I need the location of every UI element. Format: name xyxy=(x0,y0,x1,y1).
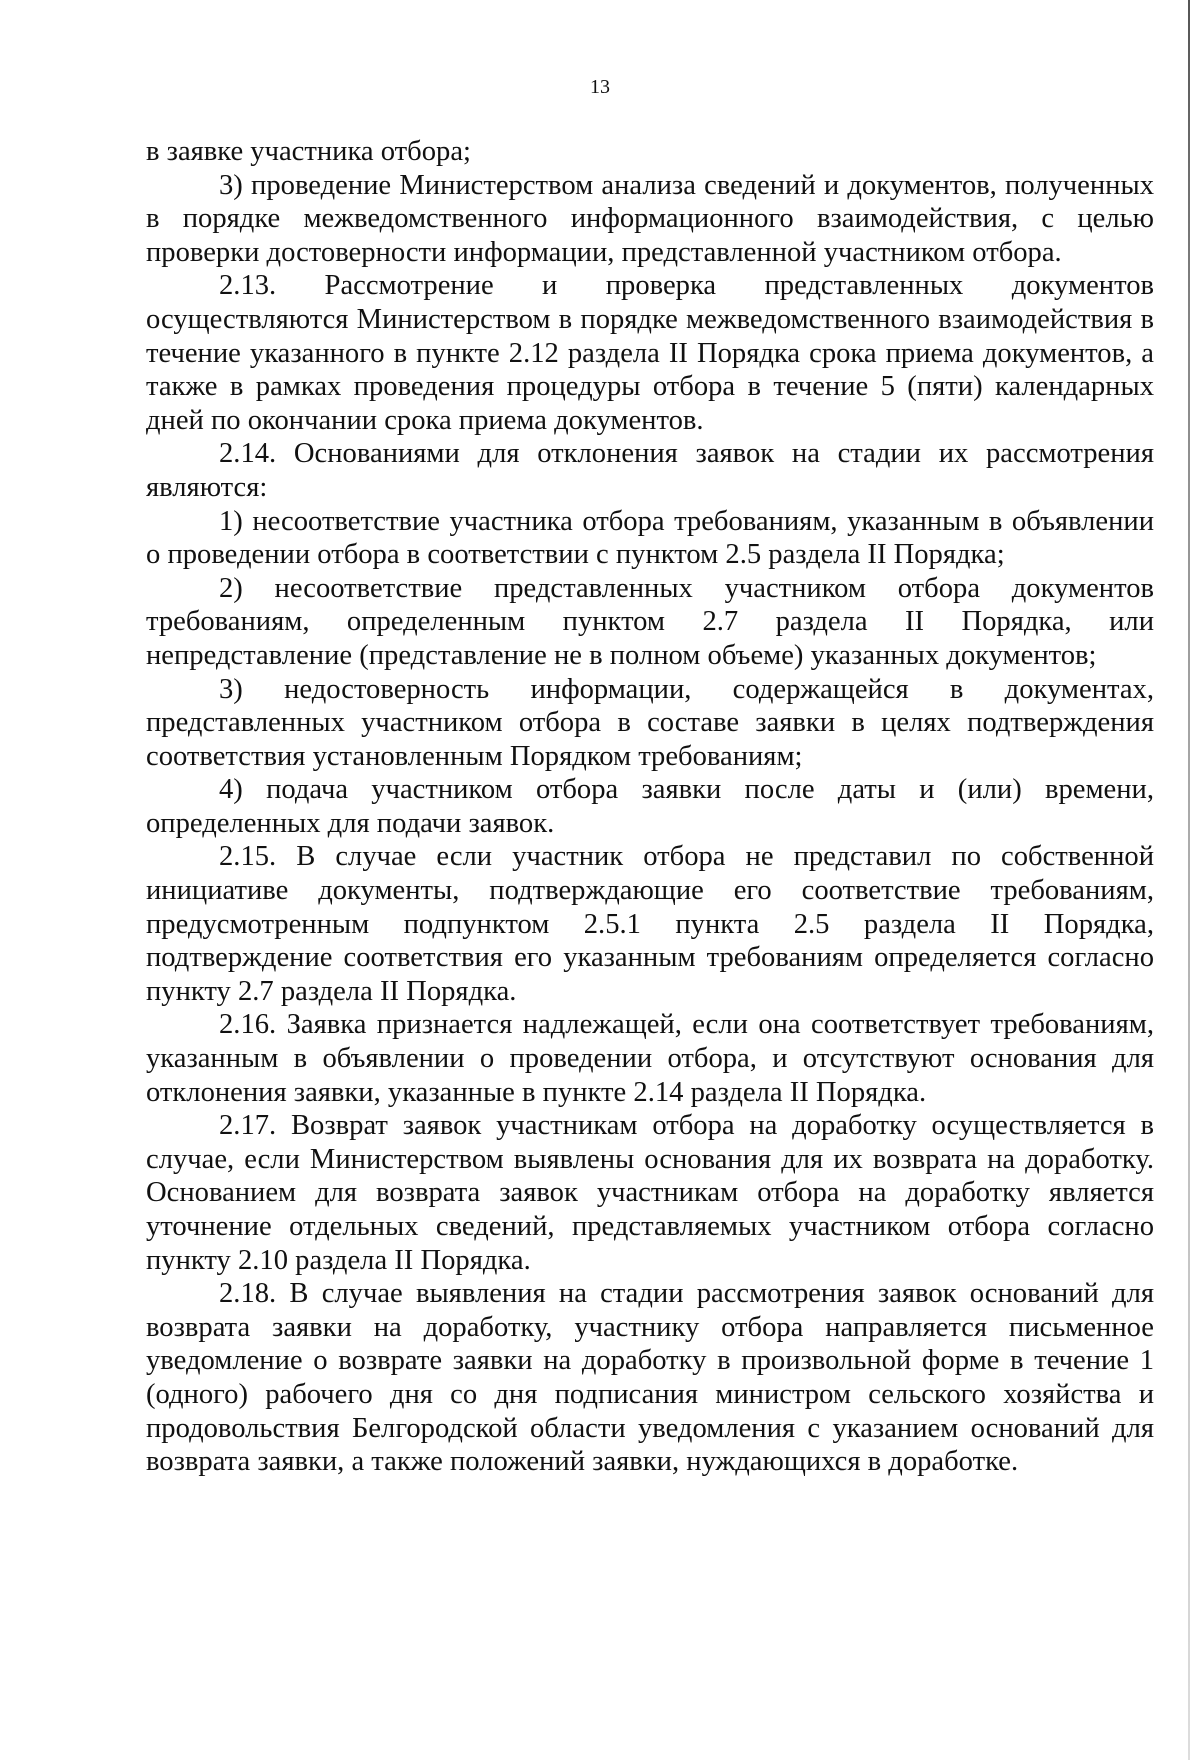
page-number: 13 xyxy=(590,76,610,98)
paragraph-2-18: 2.18. В случае выявления на стадии рассмотрения заявок оснований для возврата заявки на доработку, участнику отбора направляется письменное уведомление о возврате заявки на доработку в произвольной форме в течение 1 (одного) рабочего дня со дня подписания министром сельского хозяйства и продовольствия Белгородской области уведомления с указанием оснований для возврата заявки, а также положений заявки, нуждающихся в доработке. xyxy=(146,1278,1154,1478)
paragraph-2-14-item-4: 4) подача участником отбора заявки после даты и (или) времени, определенных для подачи заявок. xyxy=(146,774,1154,839)
paragraph-2-14: 2.14. Основаниями для отклонения заявок на стадии их рассмотрения являются: xyxy=(146,438,1154,503)
paragraph-2-14-item-1: 1) несоответствие участника отбора требованиям, указанным в объявлении о проведении отбора в соответствии с пунктом 2.5 раздела II Порядка; xyxy=(146,505,1154,571)
paragraph-2-14-item-2: 2) несоответствие представленных участником отбора документов требованиям, определенным пунктом 2.7 раздела II Порядка, или непредставление (представление не в полном объеме) указанных документов; xyxy=(146,572,1154,671)
paragraph-continuation: в заявке участника отбора; xyxy=(146,136,471,167)
paragraph-item-3: 3) проведение Министерством анализа сведений и документов, полученных в порядке межведомственного информационного взаимодействия, с целью проверки достоверности информации, представленной участником отбора. xyxy=(146,169,1154,268)
paragraph-2-14-item-3: 3) недостоверность информации, содержащейся в документах, представленных участником отбора в составе заявки в целях подтверждения соответствия установленным Порядком требованиям; xyxy=(146,673,1154,772)
scan-edge-shadow xyxy=(1188,0,1190,1760)
paragraph-2-16: 2.16. Заявка признается надлежащей, если она соответствует требованиям, указанным в объявлении о проведении отбора, и отсутствуют основания для отклонения заявки, указанные в пункте 2.14 раздела II Порядка. xyxy=(146,1009,1154,1108)
body-text xyxy=(146,135,1154,1479)
paragraph-2-13: 2.13. Рассмотрение и проверка представленных документов осуществляются Министерством в порядке межведомственного взаимодействия в течение указанного в пункте 2.12 раздела II Порядка срока приема документов, а также в рамках проведения процедуры отбора в течение 5 (пяти) календарных дней по окончании срока приема документов. xyxy=(146,270,1154,436)
paragraph-2-15: 2.15. В случае если участник отбора не представил по собственной инициативе документы, подтверждающие его соответствие требованиям, предусмотренным подпунктом 2.5.1 пункта 2.5 раздела II Порядка, подтверждение соответствия его указанным требованиям определяется согласно пункту 2.7 раздела II Порядка. xyxy=(146,841,1154,1007)
paragraph-2-17: 2.17. Возврат заявок участникам отбора на доработку осуществляется в случае, если Министерством выявлены основания для их возврата на доработку. Основанием для возврата заявок участникам отбора на доработку является уточнение отдельных сведений, представляемых участником отбора согласно пункту 2.10 раздела II Порядка. xyxy=(146,1110,1154,1276)
